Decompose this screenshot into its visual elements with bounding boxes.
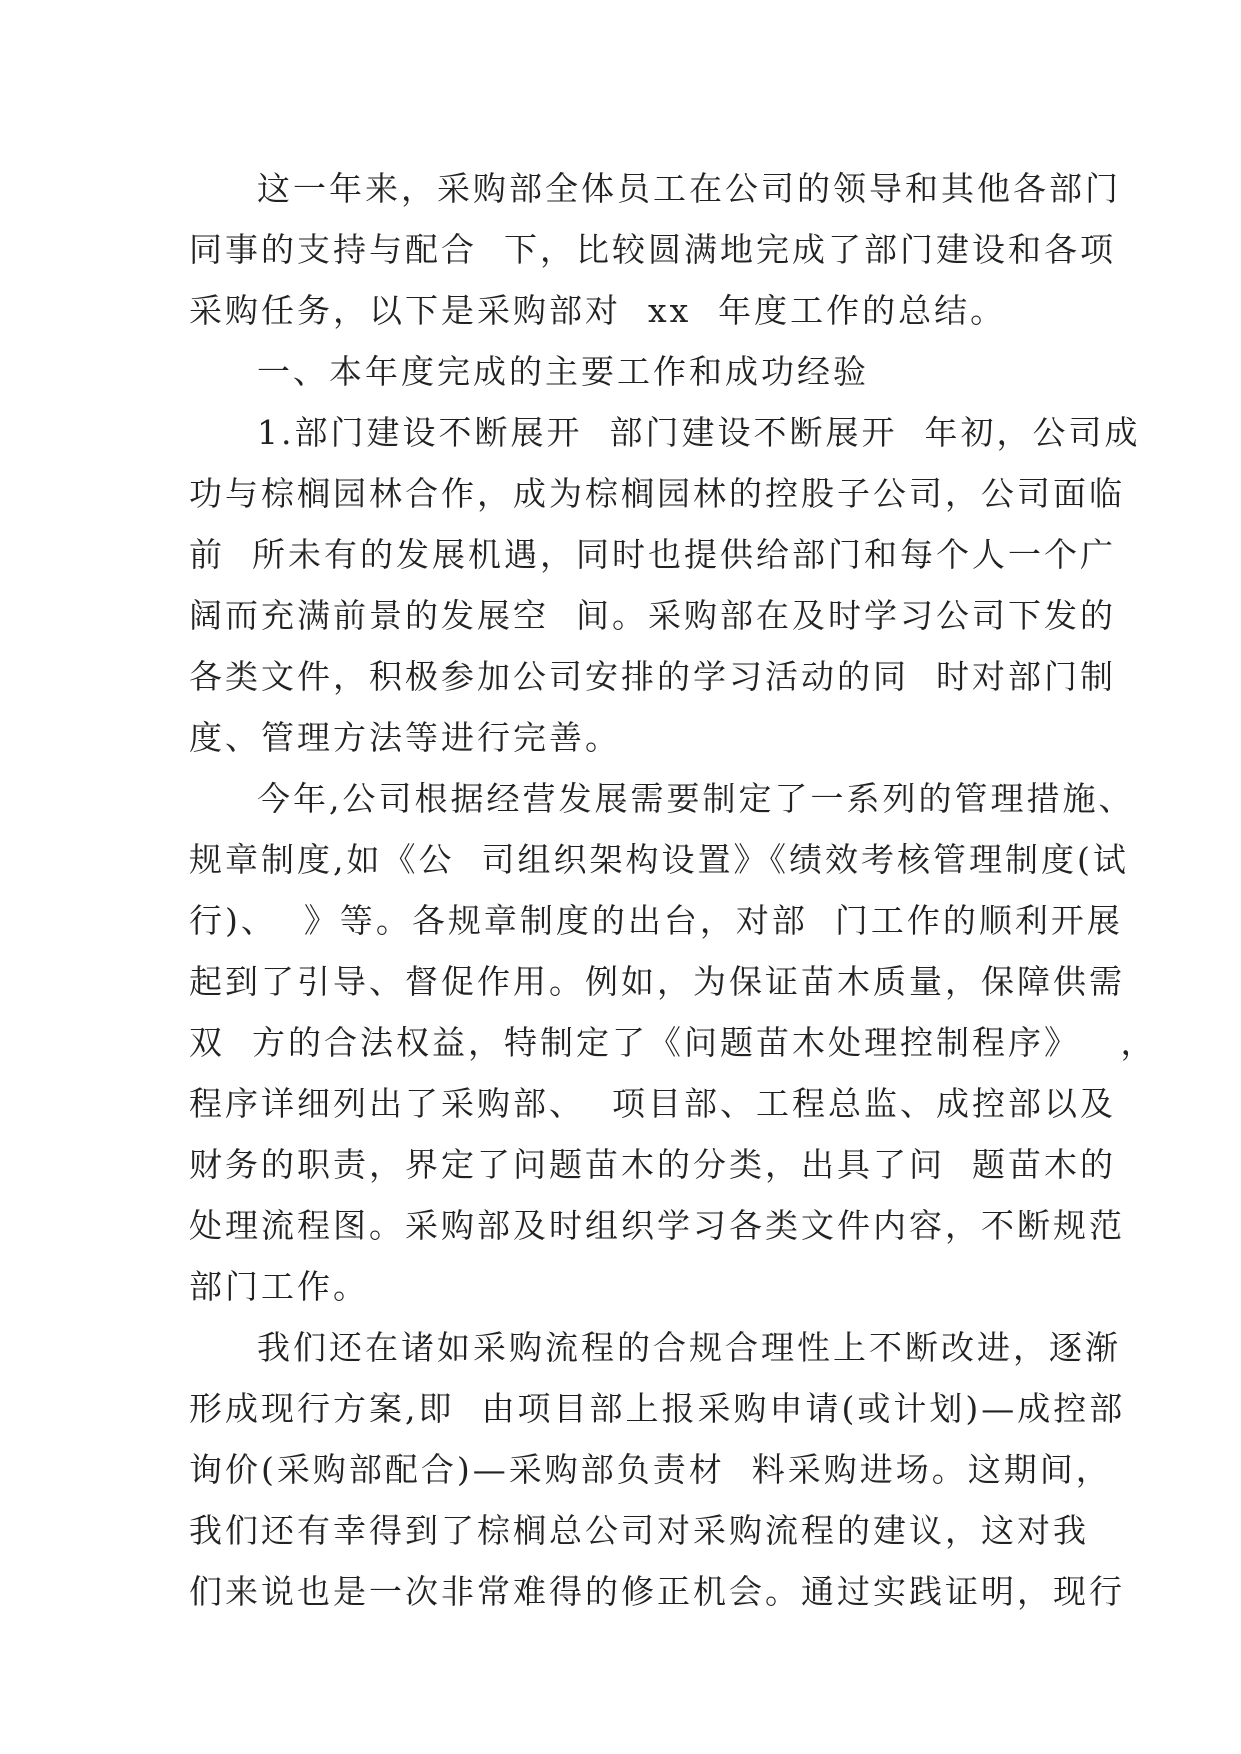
- paragraph-line: 财务的职责，界定了问题苗木的分类，出具了问 题苗木的: [189, 1145, 1116, 1184]
- paragraph-line: 询价(采购部配合)—采购部负责材 料采购进场。这期间，: [189, 1450, 1112, 1489]
- paragraph-line: 1.部门建设不断展开 部门建设不断展开 年初，公司成: [257, 413, 1141, 452]
- paragraph-line: 前 所未有的发展机遇，同时也提供给部门和每个人一个广: [189, 535, 1116, 574]
- paragraph-line: 功与棕榈园林合作，成为棕榈园林的控股子公司，公司面临: [189, 474, 1125, 513]
- document-body: [189, 158, 1157, 1622]
- paragraph-line: 部门工作。: [189, 1267, 369, 1306]
- paragraph-line: 程序详细列出了采购部、 项目部、工程总监、成控部以及: [189, 1084, 1116, 1123]
- paragraph-line: 们来说也是一次非常难得的修正机会。通过实践证明，现行: [189, 1572, 1125, 1611]
- paragraph-line: 这一年来，采购部全体员工在公司的领导和其他各部门: [257, 169, 1121, 208]
- paragraph-line: 我们还有幸得到了棕榈总公司对采购流程的建议，这对我: [189, 1511, 1089, 1550]
- paragraph-line: 形成现行方案,即 由项目部上报采购申请(或计划)—成控部: [189, 1389, 1126, 1428]
- paragraph-line: 同事的支持与配合 下，比较圆满地完成了部门建设和各项: [189, 230, 1116, 269]
- paragraph-line: 度、管理方法等进行完善。: [189, 718, 621, 757]
- paragraph-line: 各类文件，积极参加公司安排的学习活动的同 时对部门制: [189, 657, 1116, 696]
- section-heading: 一、本年度完成的主要工作和成功经验: [257, 352, 869, 391]
- paragraph-line: 采购任务，以下是采购部对 xx 年度工作的总结。: [189, 291, 1007, 330]
- paragraph-line: 规章制度,如《公 司组织架构设置》《绩效考核管理制度(试: [189, 840, 1129, 879]
- paragraph-line: 双 方的合法权益，特制定了《问题苗木处理控制程序》 ，: [189, 1023, 1157, 1062]
- paragraph-line: 阔而充满前景的发展空 间。采购部在及时学习公司下发的: [189, 596, 1116, 635]
- paragraph-line: 行)、 》等。各规章制度的出台，对部 门工作的顺利开展: [189, 901, 1123, 940]
- paragraph-line: 今年,公司根据经营发展需要制定了一系列的管理措施、: [257, 779, 1135, 818]
- paragraph-line: 起到了引导、督促作用。例如，为保证苗木质量，保障供需: [189, 962, 1125, 1001]
- paragraph-line: 我们还在诸如采购流程的合规合理性上不断改进，逐渐: [257, 1328, 1121, 1367]
- paragraph-line: 处理流程图。采购部及时组织学习各类文件内容，不断规范: [189, 1206, 1125, 1245]
